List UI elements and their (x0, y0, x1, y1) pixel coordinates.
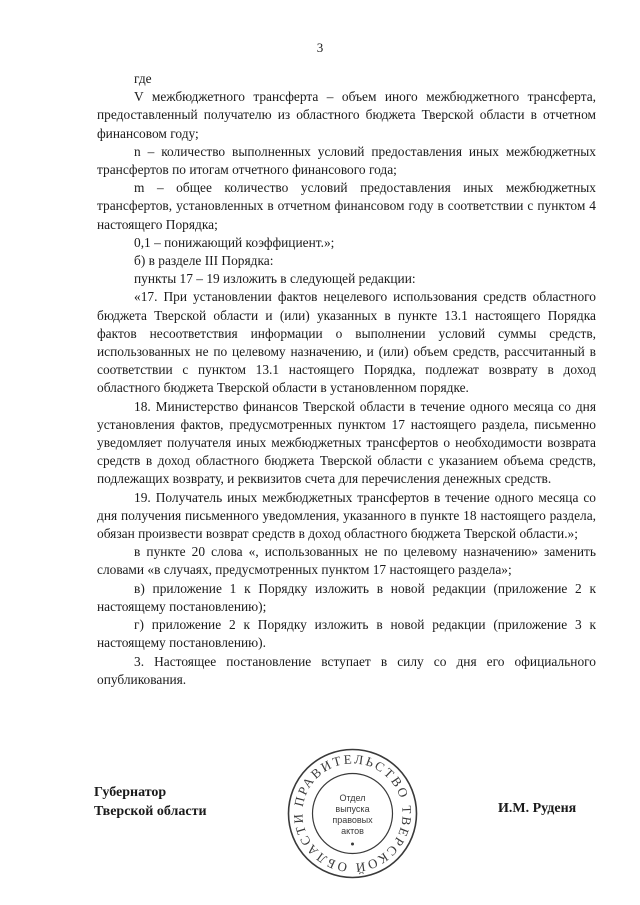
paragraph: г) приложение 2 к Порядку изложить в новой редакции (приложение 3 к настоящему постановлению). (97, 617, 596, 651)
stamp-line: правовых (332, 815, 373, 825)
paragraph: m – общее количество условий предоставления иных межбюджетных трансфертов, установленных в отчетном финансовом году в соответствии с пунктом 4 настоящего Порядка; (97, 180, 596, 232)
paragraph: б) в разделе III Порядка: (134, 253, 274, 269)
signatory-title-line1: Губернатор (94, 785, 167, 800)
stamp-dot-icon (351, 843, 354, 846)
page-number: 3 (316, 40, 324, 55)
paragraph: 3. Настоящее постановление вступает в силу со дня его официального опубликования. (97, 653, 596, 687)
document-body (97, 70, 596, 689)
official-stamp (285, 746, 420, 881)
paragraph: где (134, 71, 152, 86)
paragraph: V межбюджетного трансферта – объем иного межбюджетного трансферта, предоставленный получателю из областного бюджета Тверской области в отчетном финансовом году; (97, 89, 596, 141)
stamp-line: Отдел (339, 793, 366, 803)
stamp-ring-text: ПРАВИТЕЛЬСТВО ТВЕРСКОЙ ОБЛАСТИ (290, 751, 415, 876)
paragraph: в пункте 20 слова «, использованных не по целевому назначению» заменить словами «в случаях, предусмотренных пунктом 17 настоящего раздела»; (97, 544, 596, 578)
paragraph: 18. Министерство финансов Тверской области в течение одного месяца со дня установления фактов, предусмотренных пунктом 17 настоящего раздела, письменно уведомляет получателя иных межбюджетных трансфертов о необходимости возврата средств в доход областного бюджета Тверской области с указанием объема средств, подлежащих возврату, и реквизитов счета для перечисления денежных средств. (97, 398, 596, 487)
stamp-line: актов (341, 826, 364, 836)
signatory-title (94, 783, 207, 821)
paragraph: 0,1 – понижающий коэффициент.»; (134, 234, 335, 250)
stamp-line: выпуска (335, 804, 370, 814)
paragraph: 19. Получатель иных межбюджетных трансфертов в течение одного месяца со дня получения письменного уведомления, указанного в пункте 18 настоящего раздела, обязан произвести возврат средств в доход областного бюджета Тверской области.»; (97, 489, 596, 542)
signatory-title-line2: Тверской области (94, 804, 207, 819)
paragraph: n – количество выполненных условий предоставления иных межбюджетных трансфертов по итогам отчетного финансового года; (97, 143, 596, 178)
signatory-name: И.М. Руденя (498, 801, 577, 816)
paragraph: «17. При установлении фактов нецелевого использования средств областного бюджета Тверской области и (или) указанных в пункте 13.1 настоящего Порядка фактов несоответствия информации о выполнении условий суммы средств, использованных не по целевому назначению, и (или) объем средств, рассчитанный в соответствии с пунктом 13.1 настоящего Порядка, подлежат возврату в доход областного бюджета Тверской области в установленном порядке. (97, 289, 596, 396)
paragraph: в) приложение 1 к Порядку изложить в новой редакции (приложение 2 к настоящему постановлению); (97, 580, 596, 614)
paragraph: пункты 17 – 19 изложить в следующей редакции: (134, 271, 416, 287)
